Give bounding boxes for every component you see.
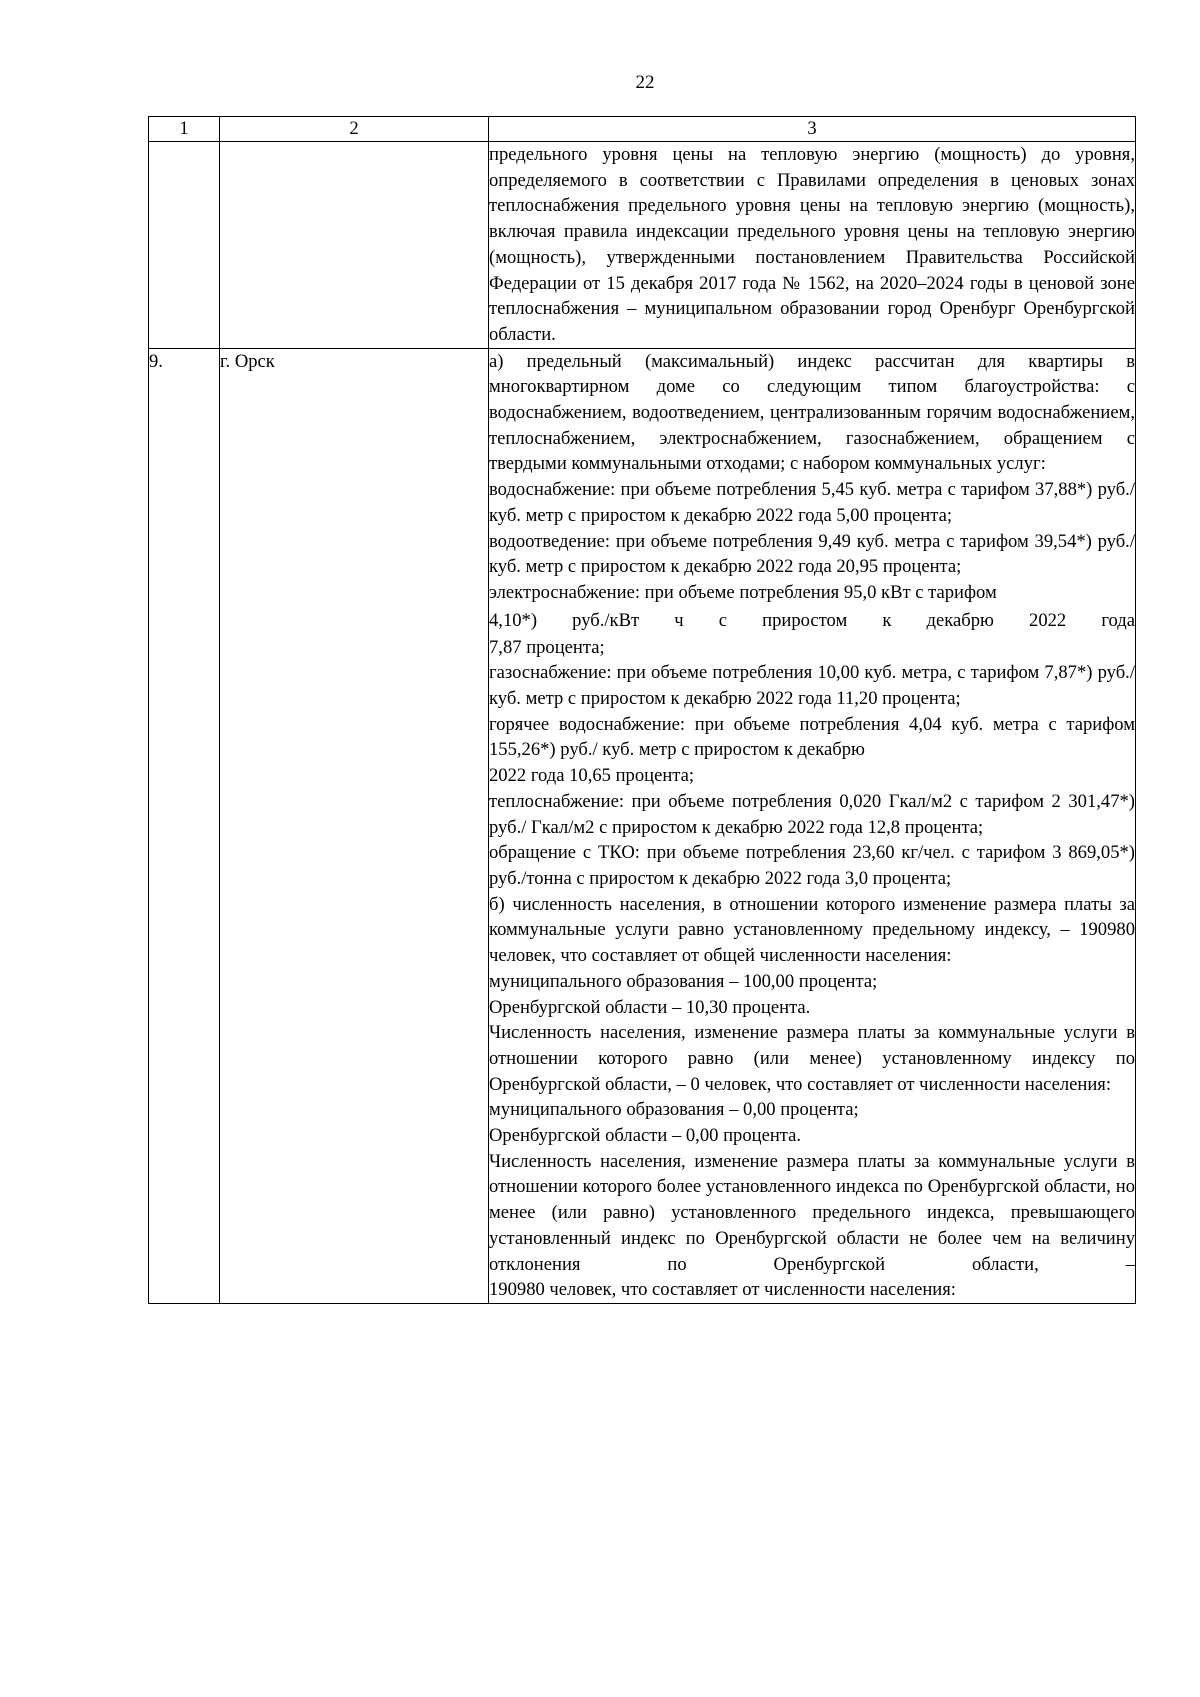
paragraph-b-intro: б) численность населения, в отношении которого изменение размера платы за коммунальные услуги равно установленному предельному индексу, – 190980 человек, что составляет от общей численности населения: <box>489 893 1135 967</box>
paragraph-c-intro: Численность населения, изменение размера платы за коммунальные услуги в отношении которого равно (или менее) установленному индексу по Оренбургской области, – 0 человек, что составляет от численности населения: <box>489 1022 1135 1095</box>
paragraph-b-municipality: муниципального образования – 100,00 процента; <box>489 970 878 992</box>
hot-water-text-line-2: 2022 года 10,65 процента; <box>489 765 695 787</box>
water-supply-text: водоснабжение: при объеме потребления 5,45 куб. метра с тарифом 37,88*) руб./ куб. метр с приростом к декабрю 2022 года 5,00 процента; <box>489 479 1135 526</box>
header-col-2: 2 <box>220 117 489 142</box>
hot-water-text-line-1: горячее водоснабжение: при объеме потребления 4,04 куб. метра с тарифом 155,26*) руб./ куб. метр с приростом к декабрю <box>489 713 1135 761</box>
city-cell <box>220 142 489 349</box>
continuation-text: предельного уровня цены на тепловую энергию (мощность) до уровня, определяемого в соответствии с Правилами определения в ценовых зонах теплоснабжения предельного уровня цены на тепловую энергию (мощность), включая правила индексации предельного уровня цены на тепловую энергию (мощность), утвержденными постановлением Правительства Российской Федерации от 15 декабря 2017 года № 1562, на 2020–2024 годы в ценовой зоне теплоснабжения – муниципальном образовании город Оренбург Оренбургской области. <box>489 144 1135 345</box>
row-number-cell <box>149 142 220 349</box>
electricity-text-line-3: 7,87 процента; <box>489 636 605 658</box>
header-col-1: 1 <box>149 117 220 142</box>
paragraph-b-region: Оренбургской области – 10,30 процента. <box>489 996 811 1018</box>
description-cell <box>489 142 1136 349</box>
index-table <box>148 116 1136 1304</box>
page-number: 22 <box>635 72 655 93</box>
header-col-3: 3 <box>489 117 1136 142</box>
sewage-text: водоотведение: при объеме потребления 9,49 куб. метра с тарифом 39,54*) руб./ куб. метр с приростом к декабрю 2022 года 20,95 процента; <box>489 530 1135 578</box>
table-row <box>149 142 1136 349</box>
tko-text: обращение с ТКО: при объеме потребления 23,60 кг/чел. с тарифом 3 869,05*) руб./тонна с приростом к декабрю 2022 года 3,0 процента; <box>489 842 1135 889</box>
paragraph-c-municipality: муниципального образования – 0,00 процента; <box>489 1099 859 1121</box>
description-cell <box>489 348 1136 1303</box>
heat-supply-text: теплоснабжение: при объеме потребления 0,020 Гкал/м2 с тарифом 2 301,47*) руб./ Гкал/м2 с приростом к декабрю 2022 года 12,8 процента; <box>489 790 1135 838</box>
paragraph-d-intro: Численность населения, изменение размера платы за коммунальные услуги в отношении которого более установленного индекса по Оренбургской области, но менее (или равно) установленного предельного индекса, превышающего установленный индекс по Оренбургской области не более чем на величину отклонения по Оренбургской области, – <box>489 1150 1135 1275</box>
paragraph-c-region: Оренбургской области – 0,00 процента. <box>489 1125 802 1147</box>
city-name: г. Орск <box>220 348 489 1303</box>
paragraph-d-tail: 190980 человек, что составляет от численности населения: <box>489 1279 956 1301</box>
electricity-text-line-2: 4,10*) руб./кВт ч с приростом к декабрю 2022 года <box>489 609 1135 631</box>
electricity-text-line-1: электроснабжение: при объеме потребления 95,0 кВт с тарифом <box>489 581 997 603</box>
row-number: 9. <box>149 348 220 1303</box>
paragraph-a-intro: а) предельный (максимальный) индекс рассчитан для квартиры в многоквартирном доме со следующим типом благоустройства: с водоснабжением, водоотведением, централизованным горячим водоснабжением, теплоснабжением, электроснабжением, газоснабжением, обращением с твердыми коммунальными отходами; с набором коммунальных услуг: <box>489 350 1135 475</box>
table-row <box>149 348 1136 1303</box>
table-header-row <box>149 117 1136 142</box>
gas-supply-text: газоснабжение: при объеме потребления 10,00 куб. метра, с тарифом 7,87*) руб./куб. метр с приростом к декабрю 2022 года 11,20 процента; <box>489 662 1135 710</box>
